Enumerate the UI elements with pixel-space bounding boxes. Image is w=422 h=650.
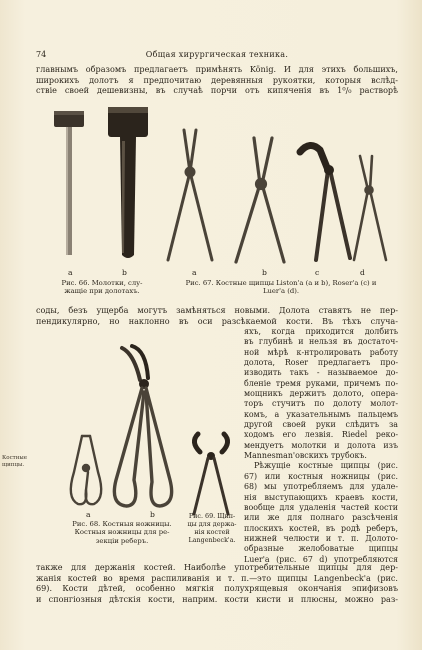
text-line: торъ стучитъ по долоту молот- <box>244 399 398 409</box>
text-line: въ глубинѣ и нельзя въ достаточ- <box>244 337 398 347</box>
text-line: другой своей руки слѣдитъ за <box>244 420 398 430</box>
figure-68-bone-scissors <box>60 340 190 512</box>
caption-line: Рис. 67. Костные щипцы Liston'а (a и b), Roser'а (c) и <box>185 279 377 287</box>
text-line: 69). Кости дѣтей, особенно мягкія полухрящевыя окончанія эпифизовъ <box>36 583 398 594</box>
forceps-c-illustration <box>300 145 350 260</box>
text-line: бленіе тремя руками, причемъ по- <box>244 378 398 388</box>
figure-69-langenbeck-forceps <box>184 430 240 516</box>
text-line: изводить такъ - называемое до- <box>244 368 398 378</box>
top-paragraph <box>36 64 398 96</box>
caption-line: цы для держа- <box>187 520 237 528</box>
forceps-d-illustration <box>354 156 386 260</box>
text-line: мощникъ держитъ долото, опера- <box>244 389 398 399</box>
caption-line: Костныя ножницы для ре- <box>74 528 170 537</box>
caption-line: Langenbeck'а. <box>188 536 236 544</box>
fig67-label-c: c <box>315 268 320 277</box>
mallet-a-illustration <box>54 111 84 255</box>
forceps-a-illustration <box>168 130 212 260</box>
fig67-label-b: b <box>262 268 267 277</box>
fig66-label-a: a <box>68 268 73 277</box>
figure-66-mallets <box>50 105 160 265</box>
figure-68-caption <box>60 520 184 545</box>
caption-line: Рис. 69. Щип- <box>188 512 236 520</box>
fig66-label-b: b <box>122 268 127 277</box>
text-line: мендуетъ молотки и долота изъ <box>244 440 398 450</box>
text-line: пендикулярно, но наклонно въ оси разсѣкаемой кости. Въ тѣхъ случа- <box>36 315 398 326</box>
forceps-b-illustration <box>236 138 284 262</box>
text-line: ходомъ его лезвія. Riedel реко- <box>244 430 398 440</box>
text-line: широкихъ долотъ я предпочитаю деревянныя рукоятки, которыя вслѣд- <box>36 74 398 85</box>
running-title: Общая хирургическая техника. <box>145 50 289 59</box>
mid-paragraph <box>36 305 398 326</box>
text-line: или же для полнаго разсѣченія <box>244 513 398 523</box>
text-line: Mannesman'овскихъ трубокъ. <box>244 451 367 461</box>
text-line: соды, безъ ущерба могутъ замѣняться новыми. Долота ставятъ не пер- <box>36 305 398 315</box>
mallet-b-illustration <box>108 107 148 258</box>
text-line: вообще для удаленія частей кости <box>244 502 398 512</box>
scissors-a-illustration <box>71 436 101 504</box>
caption-line: Рис. 68. Костныя ножницы. <box>72 520 172 528</box>
text-line: Рѣжущіе костные щипцы (рис. <box>254 461 398 471</box>
text-line: также для держанія костей. Наиболѣе употребительные щипцы для дер- <box>36 562 398 572</box>
fig67-label-a: a <box>192 268 197 277</box>
figure-67-bone-forceps <box>160 120 400 270</box>
text-line: комъ, а указательнымъ пальцемъ <box>244 409 398 419</box>
page-number: 74 <box>36 50 47 59</box>
fig68-label-a: a <box>86 510 91 519</box>
text-line: главнымъ образомъ предлагаетъ примѣнять König. И для этихъ большихъ, <box>36 64 398 74</box>
text-line: Luer'а (рис. 67 d) употребляются <box>244 554 398 564</box>
margin-note: Костные щипцы. <box>2 455 27 468</box>
text-line: нія выступающихъ краевъ кости, <box>244 492 398 502</box>
fig68-label-b: b <box>150 510 155 519</box>
text-line: и спонгіозныя дѣтскія кости, наприм. кости кисти и плюсны, можно раз- <box>36 593 398 604</box>
figure-69-caption <box>184 512 240 544</box>
text-line: яхъ, когда приходится долбить <box>244 327 398 336</box>
text-line: жанія костей во время распиливанія и т. п.—это щипцы Langenbeck'а (рис. <box>36 572 398 583</box>
text-line: долота, Roser предлагаетъ про- <box>244 358 398 368</box>
text-line: образные желобоватые щипцы <box>244 544 398 554</box>
caption-line: Рис. 66. Молотки, слу- <box>61 279 143 287</box>
bottom-paragraph <box>36 562 398 604</box>
right-column-text <box>244 327 398 565</box>
caption-line: жащіе при долотахъ. <box>64 287 140 296</box>
text-line: 67) или костныя ножницы (рис. <box>244 471 398 481</box>
text-line: ной мѣрѣ к-нтролировать работу <box>244 347 398 357</box>
figure-66-caption <box>46 279 158 296</box>
text-line: 68) мы употребляемъ для удале- <box>244 482 398 492</box>
caption-line: зекціи реберъ. <box>95 536 149 545</box>
scissors-b-illustration <box>114 346 171 506</box>
caption-line: Luer'а (d). <box>262 287 300 296</box>
caption-line: нія костей <box>194 528 230 536</box>
text-line: нижней челюсти и т. п. Долото- <box>244 533 398 543</box>
text-line: ствіе своей дешевизны, въ случаѣ порчи отъ кипяченія въ 1⁰/₀ растворѣ <box>36 85 398 96</box>
fig67-label-d: d <box>360 268 365 277</box>
figure-67-caption <box>164 279 398 296</box>
text-line: плоскихъ костей, въ родѣ реберъ, <box>244 523 398 533</box>
